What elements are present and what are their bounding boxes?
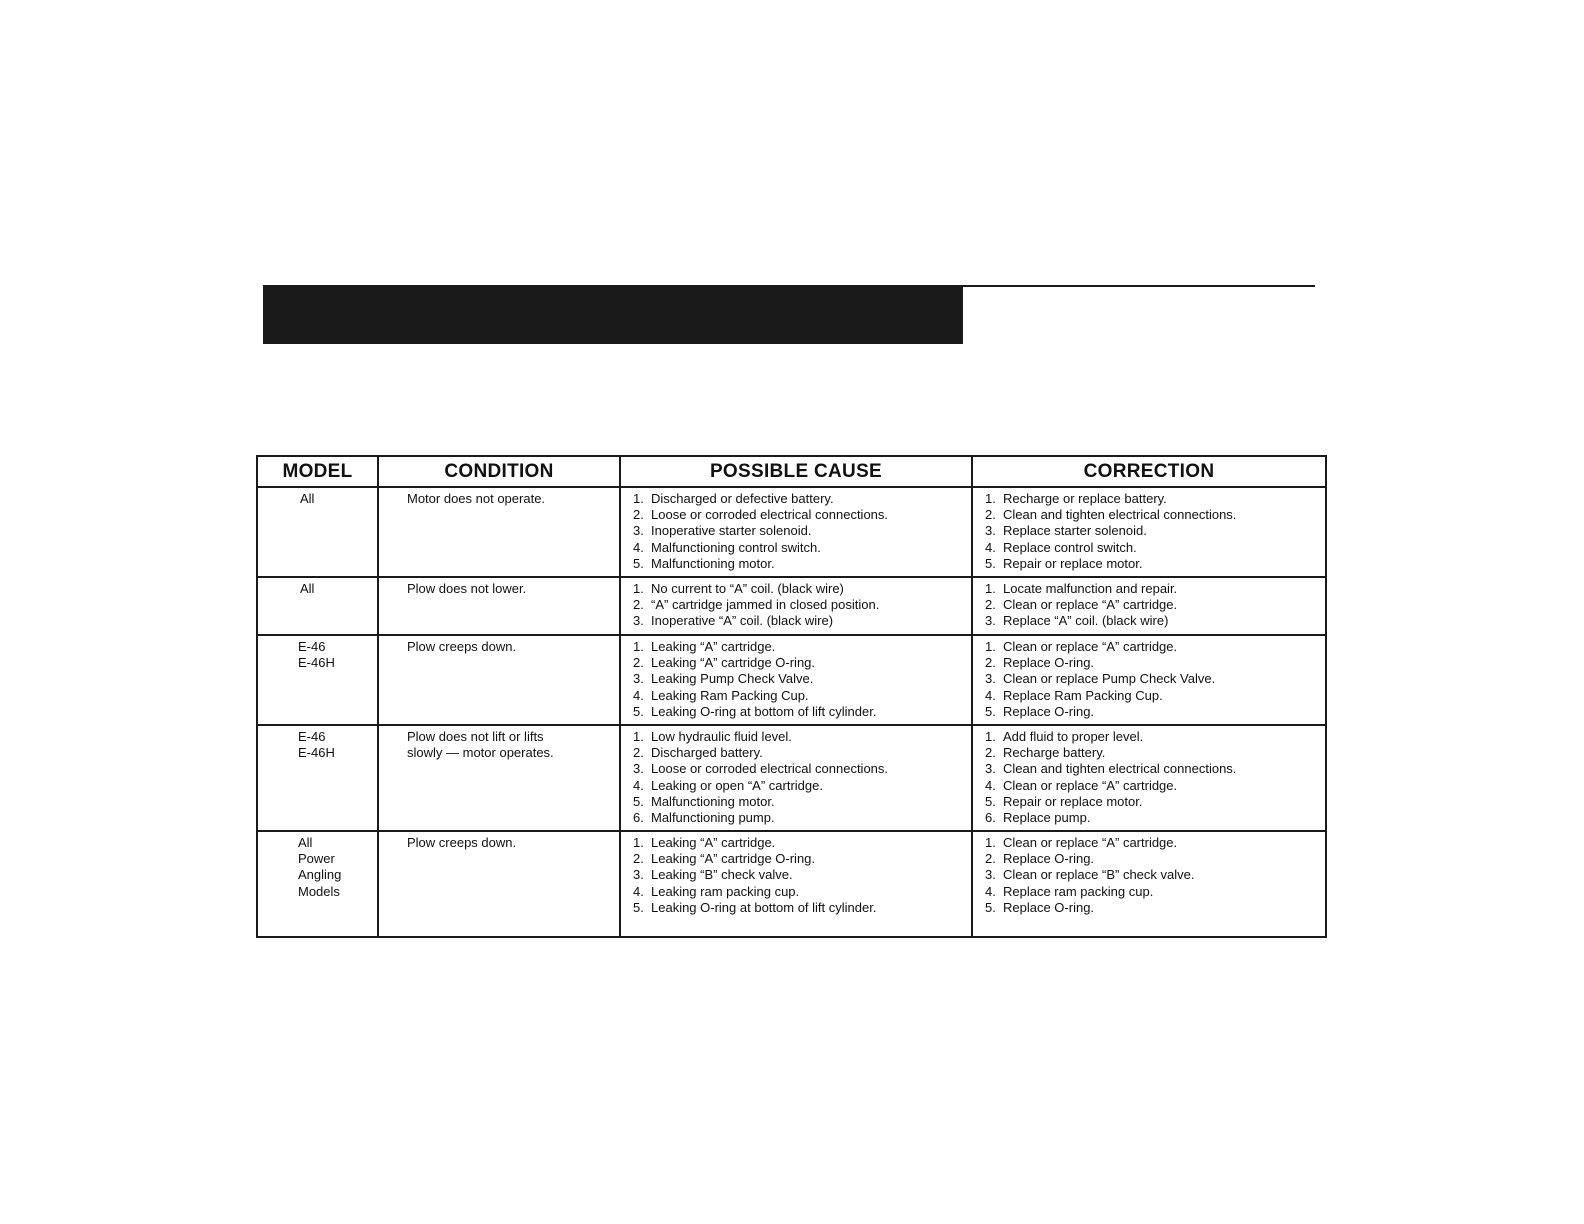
correction-item: 1. Recharge or replace battery. — [985, 491, 1167, 506]
model-cell — [257, 635, 378, 725]
condition-text: Plow does not lower. — [407, 581, 527, 596]
table-row — [257, 487, 1326, 577]
correction-item: 4. Replace control switch. — [985, 539, 1137, 555]
correction-item: 4. Replace ram packing cup. — [985, 883, 1154, 899]
cause-item: 4. Leaking ram packing cup. — [633, 883, 800, 899]
header-model: MODEL — [257, 456, 378, 487]
cause-item: 1. Leaking “A” cartridge. — [633, 639, 776, 654]
cause-item: 3. Inoperative “A” coil. (black wire) — [633, 613, 834, 629]
cause-cell — [620, 487, 972, 577]
correction-item: 5. Repair or replace motor. — [985, 555, 1143, 571]
condition-text: Motor does not operate. — [407, 491, 546, 506]
model-cell — [257, 487, 378, 577]
model-cell — [257, 577, 378, 635]
troubleshooting-table — [256, 455, 1327, 938]
cause-list — [633, 835, 965, 916]
cause-item: 5. Malfunctioning motor. — [633, 555, 775, 571]
condition-cell — [378, 487, 620, 577]
correction-cell — [972, 831, 1326, 937]
cause-item: 1. Low hydraulic fluid level. — [633, 729, 792, 744]
cause-item: 1. Discharged or defective battery. — [633, 491, 834, 506]
model-text: All — [300, 581, 315, 596]
correction-item: 2. Clean or replace “A” cartridge. — [985, 597, 1178, 613]
model-text: All — [298, 835, 313, 850]
cause-item: 3. Inoperative starter solenoid. — [633, 523, 812, 539]
cause-list — [633, 581, 965, 630]
correction-item: 3. Replace starter solenoid. — [985, 523, 1147, 539]
cause-item: 6. Malfunctioning pump. — [633, 810, 775, 826]
correction-item: 5. Replace O-ring. — [985, 703, 1095, 719]
cause-item: 3. Loose or corroded electrical connections. — [633, 761, 889, 777]
cause-item: 2. “A” cartridge jammed in closed position. — [633, 597, 880, 613]
model-text: Models — [298, 883, 340, 899]
cause-item: 4. Malfunctioning control switch. — [633, 539, 821, 555]
condition-cell — [378, 725, 620, 831]
correction-item: 4. Replace Ram Packing Cup. — [985, 687, 1163, 703]
correction-item: 3. Replace “A” coil. (black wire) — [985, 613, 1169, 629]
cause-item: 1. No current to “A” coil. (black wire) — [633, 581, 844, 596]
cause-item: 4. Leaking Ram Packing Cup. — [633, 687, 809, 703]
table-row — [257, 831, 1326, 937]
model-text: E-46H — [298, 655, 335, 671]
header-correction: CORRECTION — [972, 456, 1326, 487]
correction-item: 2. Replace O-ring. — [985, 655, 1095, 671]
model-text: E-46 — [298, 729, 326, 744]
correction-list — [985, 491, 1319, 572]
header-possible-cause: POSSIBLE CAUSE — [620, 456, 972, 487]
correction-list — [985, 729, 1319, 826]
section-header-bar — [263, 285, 963, 344]
correction-item: 3. Clean or replace Pump Check Valve. — [985, 671, 1216, 687]
cause-item: 3. Leaking Pump Check Valve. — [633, 671, 814, 687]
correction-cell — [972, 725, 1326, 831]
cause-item: 2. Leaking “A” cartridge O-ring. — [633, 655, 816, 671]
correction-item: 5. Replace O-ring. — [985, 899, 1095, 915]
correction-item: 1. Clean or replace “A” cartridge. — [985, 835, 1178, 850]
table-row — [257, 635, 1326, 725]
correction-cell — [972, 487, 1326, 577]
cause-cell — [620, 725, 972, 831]
cause-list — [633, 729, 965, 826]
correction-item: 6. Replace pump. — [985, 810, 1091, 826]
cause-item: 4. Leaking or open “A” cartridge. — [633, 777, 823, 793]
cause-cell — [620, 635, 972, 725]
cause-cell — [620, 577, 972, 635]
condition-text: slowly — motor operates. — [407, 745, 554, 761]
correction-item: 1. Add fluid to proper level. — [985, 729, 1144, 744]
correction-item: 4. Clean or replace “A” cartridge. — [985, 777, 1178, 793]
condition-cell — [378, 831, 620, 937]
cause-list — [633, 491, 965, 572]
correction-item: 5. Repair or replace motor. — [985, 793, 1143, 809]
correction-item: 1. Clean or replace “A” cartridge. — [985, 639, 1178, 654]
correction-list — [985, 639, 1319, 720]
cause-list — [633, 639, 965, 720]
cause-item: 1. Leaking “A” cartridge. — [633, 835, 776, 850]
correction-item: 1. Locate malfunction and repair. — [985, 581, 1178, 596]
condition-text: Plow creeps down. — [407, 639, 517, 654]
table-row — [257, 725, 1326, 831]
header-condition: CONDITION — [378, 456, 620, 487]
condition-cell — [378, 577, 620, 635]
correction-list — [985, 835, 1319, 916]
model-text: E-46H — [298, 745, 335, 761]
model-cell — [257, 831, 378, 937]
condition-text: Plow creeps down. — [407, 835, 517, 850]
correction-list — [985, 581, 1319, 630]
model-cell — [257, 725, 378, 831]
cause-item: 5. Leaking O-ring at bottom of lift cylinder. — [633, 899, 877, 915]
cause-item: 2. Discharged battery. — [633, 745, 763, 761]
correction-cell — [972, 635, 1326, 725]
model-text: All — [300, 491, 315, 506]
cause-item: 3. Leaking “B” check valve. — [633, 867, 793, 883]
header-rule-line — [963, 285, 1315, 287]
correction-item: 2. Recharge battery. — [985, 745, 1106, 761]
model-text: Power — [298, 851, 335, 867]
model-text: E-46 — [298, 639, 326, 654]
correction-item: 2. Clean and tighten electrical connections. — [985, 507, 1237, 523]
cause-item: 5. Malfunctioning motor. — [633, 793, 775, 809]
correction-item: 2. Replace O-ring. — [985, 851, 1095, 867]
cause-item: 5. Leaking O-ring at bottom of lift cylinder. — [633, 703, 877, 719]
model-text: Angling — [298, 867, 342, 883]
condition-text: Plow does not lift or lifts — [407, 729, 544, 744]
table-header-row — [257, 456, 1326, 487]
condition-cell — [378, 635, 620, 725]
correction-item: 3. Clean or replace “B” check valve. — [985, 867, 1195, 883]
cause-cell — [620, 831, 972, 937]
correction-cell — [972, 577, 1326, 635]
correction-item: 3. Clean and tighten electrical connections. — [985, 761, 1237, 777]
table-row — [257, 577, 1326, 635]
cause-item: 2. Loose or corroded electrical connections. — [633, 507, 889, 523]
cause-item: 2. Leaking “A” cartridge O-ring. — [633, 851, 816, 867]
